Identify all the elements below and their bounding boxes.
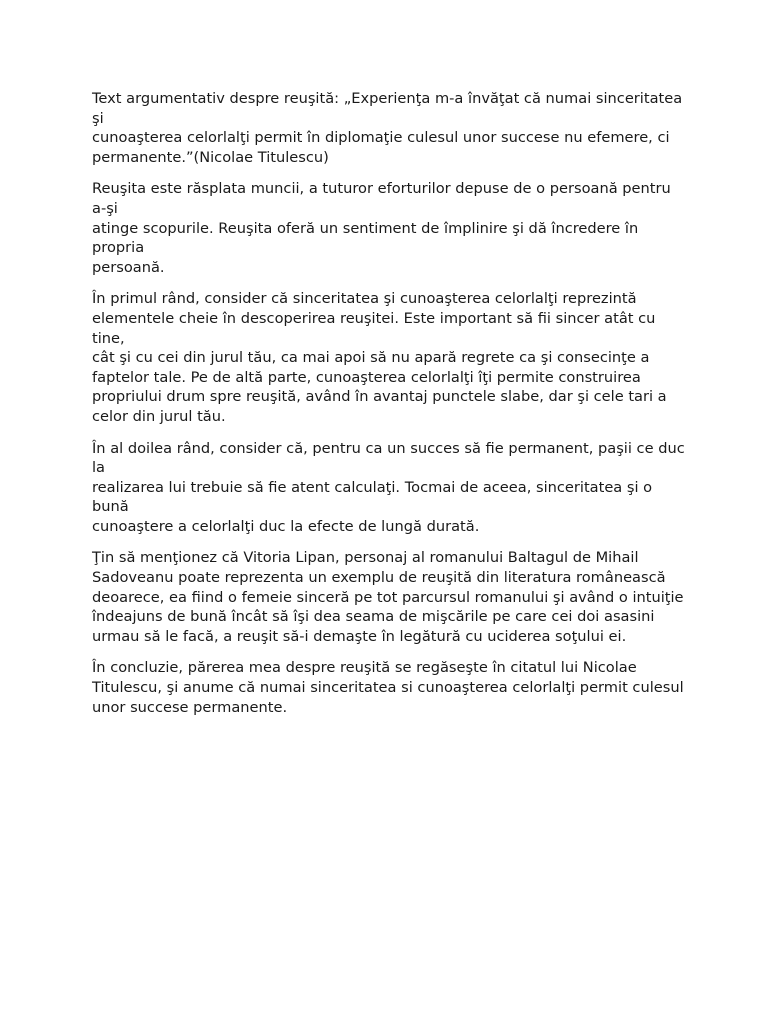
conclusion-paragraph: În concluzie, părerea mea despre reuşită se regăseşte în citatul lui Nicolae Titulescu, şi anume că numai sinceritatea si cunoaşterea celorlalţi permit culesul unor succese permanente. [92,659,684,716]
title-paragraph: Text argumentativ despre reuşită: „Experienţa m-a învăţat că numai sinceritatea şi cunoaşterea celorlalţi permit în diplomaţie culesul unor succese nu efemere, ci permanente.”(Nicolae Titulescu) [92,90,683,166]
argument-two-paragraph: În al doilea rând, consider că, pentru ca un succes să fie permanent, paşii ce duc la realizarea lui trebuie să fie atent calculaţi. Tocmai de aceea, sinceritatea şi o bună cunoaştere a celorlalţi duc la efecte de lungă durată. [92,439,685,535]
document-body [92,89,688,729]
argument-one-paragraph: În primul rând, consider că sinceritatea şi cunoaşterea celorlalţi reprezintă elementele cheie în descoperirea reuşitei. Este important să fii sincer atât cu tine, cât şi cu cei din jurul tău, ca mai apoi să nu apară regrete ca şi consecinţe a faptelor tale. Pe de altă parte, cunoaşterea celorlalţi îţi permite construirea propriului drum spre reuşită, având în avantaj punctele slabe, dar şi cele tari a celor din jurul tău. [92,290,667,425]
example-paragraph: Ţin să menţionez că Vitoria Lipan, personaj al romanului Baltagul de Mihail Sadoveanu poate reprezenta un exemplu de reuşită din literatura românească deoarece, ea fiind o femeie sinceră pe tot parcursul romanului şi având o intuiţie îndeajuns de bună încât să îşi dea seama de mişcările pe care cei doi asasini urmau să le facă, a reuşit să-i demaşte în legătură cu uciderea soţului ei. [92,549,684,645]
intro-paragraph: Reuşita este răsplata muncii, a tuturor eforturilor depuse de o persoană pentru a-şi atinge scopurile. Reuşita oferă un sentiment de împlinire şi dă încredere în propria persoană. [92,180,671,276]
